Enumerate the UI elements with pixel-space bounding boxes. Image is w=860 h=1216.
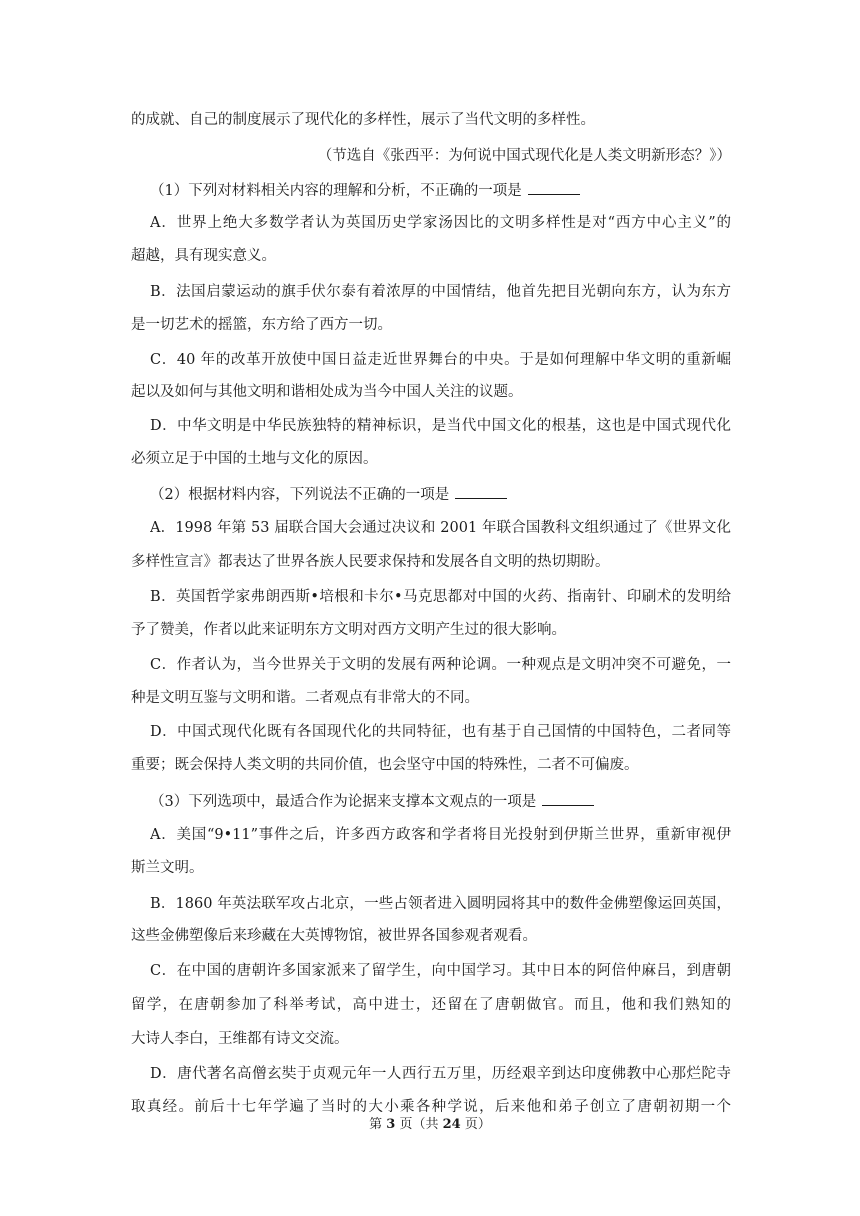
answer-blank: [455, 484, 507, 499]
source-citation: （节选自《张西平：为何说中国式现代化是人类文明新形态？》）: [317, 148, 731, 164]
option-b-line: 这些金佛塑像后来珍藏在大英博物馆，被世界各国参观者观看。: [131, 928, 537, 944]
option-c-line: 大诗人李白，王维都有诗文交流。: [131, 1031, 349, 1047]
option-b-line: B．法国启蒙运动的旗手伏尔泰有着浓厚的中国情结，他首先把目光朝向东方，认为东方: [150, 284, 731, 300]
option-c-line: C．作者认为，当今世界关于文明的发展有两种论调。一种观点是文明冲突不可避免，一: [150, 657, 731, 673]
answer-blank: [528, 180, 580, 195]
option-d-line: D．唐代著名高僧玄奘于贞观元年一人西行五万里，历经艰辛到达印度佛教中心那烂陀寺: [150, 1066, 731, 1082]
option-d-line: D．中国式现代化既有各国现代化的共同特征，也有基于自己国情的中国特色，二者同等: [150, 724, 731, 740]
page-footer: 第 3 页（共 24 页）: [369, 1117, 491, 1132]
option-b-line: B．1860 年英法联军攻占北京，一些占领者进入圆明园将其中的数件金佛塑像运回英国，: [150, 896, 731, 912]
option-c-line: 留学，在唐朝参加了科举考试，高中进士，还留在了唐朝做官。而且，他和我们熟知的: [131, 997, 731, 1013]
question-3-stem: （3）下列选项中，最适合作为论据来支撑本文观点的一项是: [150, 791, 731, 812]
option-a-line: 斯兰文明。: [131, 860, 204, 876]
answer-blank: [542, 791, 594, 806]
passage-line: 的成就、自己的制度展示了现代化的多样性，展示了当代文明的多样性。: [131, 112, 595, 128]
option-d-line: 重要；既会保持人类文明的共同价值，也会坚守中国的特殊性，二者不可偏废。: [131, 757, 639, 773]
option-b-line: 予了赞美，作者以此来证明东方文明对西方文明产生过的很大影响。: [131, 622, 566, 638]
option-d-line: 取真经。前后十七年学遍了当时的大小乘各种学说，后来他和弟子创立了唐朝初期一个: [131, 1099, 731, 1115]
total-pages-number: 24: [442, 1117, 461, 1132]
question-1-stem: （1）下列对材料相关内容的理解和分析，不正确的一项是: [150, 180, 731, 201]
question-2-stem: （2）根据材料内容，下列说法不正确的一项是: [150, 484, 731, 505]
option-c-line: 种是文明互鉴与文明和谐。二者观点有非常大的不同。: [131, 690, 479, 706]
option-a-line: A．美国“9•11”事件之后，许多西方政客和学者将目光投射到伊斯兰世界，重新审视伊: [150, 827, 731, 843]
option-a-line: 超越，具有现实意义。: [131, 248, 276, 264]
option-b-line: 是一切艺术的摇篮，东方给了西方一切。: [131, 317, 392, 333]
option-c-line: C．40 年的改革开放使中国日益走近世界舞台的中央。于是如何理解中华文明的重新崛: [150, 352, 731, 368]
option-b-line: B．英国哲学家弗朗西斯•培根和卡尔•马克思都对中国的火药、指南针、印刷术的发明给: [150, 589, 731, 605]
option-a-line: A．1998 年第 53 届联合国大会通过决议和 2001 年联合国教科文组织通过了《世界文化: [150, 520, 731, 536]
option-a-line: A．世界上绝大多数学者认为英国历史学家汤因比的文明多样性是对“西方中心主义”的: [150, 215, 731, 231]
option-c-line: 起以及如何与其他文明和谐相处成为当今中国人关注的议题。: [131, 384, 523, 400]
option-a-line: 多样性宣言》都表达了世界各族人民要求保持和发展各自文明的热切期盼。: [131, 554, 610, 570]
option-d-line: D．中华文明是中华民族独特的精神标识，是当代中国文化的根基，这也是中国式现代化: [150, 418, 731, 434]
option-c-line: C．在中国的唐朝许多国家派来了留学生，向中国学习。其中日本的阿倍仲麻吕，到唐朝: [150, 963, 731, 979]
current-page-number: 3: [386, 1117, 396, 1132]
option-d-line: 必须立足于中国的土地与文化的原因。: [131, 451, 378, 467]
